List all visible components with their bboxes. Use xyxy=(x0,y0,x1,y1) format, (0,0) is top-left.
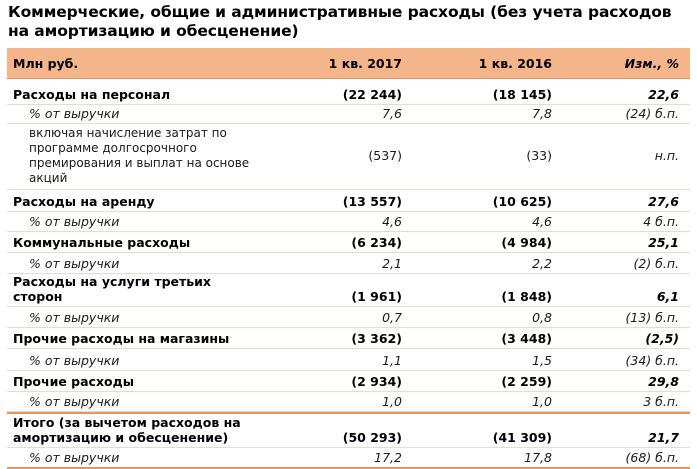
row-value-2016: (4 984) xyxy=(501,235,552,250)
row-value-2016: 0,8 xyxy=(532,310,552,325)
table-row xyxy=(7,349,690,371)
row-label: Прочие расходы xyxy=(13,374,135,389)
table-row-total xyxy=(7,412,690,448)
row-value-2017: 1,0 xyxy=(382,394,402,409)
row-label: % от выручки xyxy=(29,450,120,465)
row-label: % от выручки xyxy=(29,214,120,229)
row-value-2017: (3 362) xyxy=(351,331,402,346)
row-value-2016: (18 145) xyxy=(492,87,552,102)
header-units: Млн руб. xyxy=(13,55,79,71)
row-value-2016: (1 848) xyxy=(501,289,552,304)
row-value-2016: 7,8 xyxy=(532,106,552,121)
row-change: 22,6 xyxy=(648,87,679,102)
row-label: Прочие расходы на магазины xyxy=(13,331,230,346)
table-row xyxy=(7,190,690,212)
expenses-table xyxy=(7,48,690,469)
table-row xyxy=(7,232,690,253)
row-value-2016: (3 448) xyxy=(501,331,552,346)
row-value-2017: (1 961) xyxy=(351,289,402,304)
row-value-2016: (41 309) xyxy=(492,430,552,445)
row-label: % от выручки xyxy=(29,310,120,325)
row-label: включая начисление затрат по программе долгосрочного премирования и выплат на основе акций xyxy=(29,125,250,185)
row-change: 3 б.п. xyxy=(643,394,679,409)
row-value-2016: 17,8 xyxy=(524,450,552,465)
row-value-2017: 2,1 xyxy=(382,256,402,271)
row-value-2017: 1,1 xyxy=(382,353,402,368)
row-change: (34) б.п. xyxy=(625,353,679,368)
row-change: 27,6 xyxy=(648,194,679,209)
row-value-2017: (6 234) xyxy=(351,235,402,250)
row-label: Расходы на персонал xyxy=(13,87,171,102)
row-value-2016: (10 625) xyxy=(492,194,552,209)
row-value-2017: 17,2 xyxy=(374,450,402,465)
row-value-2017: (22 244) xyxy=(342,87,402,102)
row-value-2016: 1,0 xyxy=(532,394,552,409)
row-change: (24) б.п. xyxy=(625,106,679,121)
row-label: Итого (за вычетом расходов на амортизацию и обесценение) xyxy=(13,415,241,445)
table-row xyxy=(7,212,690,232)
row-value-2017: (13 557) xyxy=(342,194,402,209)
table-row xyxy=(7,328,690,349)
table-header xyxy=(7,48,690,79)
table-row xyxy=(7,105,690,124)
row-change: (13) б.п. xyxy=(625,310,679,325)
row-change: (2) б.п. xyxy=(633,256,679,271)
row-change: 25,1 xyxy=(648,235,679,250)
row-value-2016: 2,2 xyxy=(532,256,552,271)
row-label: Коммунальные расходы xyxy=(13,235,191,250)
table-row xyxy=(7,371,690,392)
row-value-2016: 4,6 xyxy=(532,214,552,229)
row-label: Расходы на услуги третьих сторон xyxy=(13,274,211,304)
table-title: Коммерческие, общие и административные расходы (без учета расходов на амортизацию и обесценение) xyxy=(8,3,672,40)
header-q1-2016: 1 кв. 2016 xyxy=(478,55,552,71)
row-label: % от выручки xyxy=(29,353,120,368)
row-value-2017: 0,7 xyxy=(382,310,402,325)
table-row xyxy=(7,392,690,412)
table-row xyxy=(7,79,690,105)
row-label: % от выручки xyxy=(29,106,120,121)
row-change: 4 б.п. xyxy=(643,214,679,229)
header-change: Изм., % xyxy=(624,55,679,71)
table-row xyxy=(7,307,690,328)
header-q1-2017: 1 кв. 2017 xyxy=(328,55,402,71)
row-value-2017: (537) xyxy=(368,148,402,163)
row-value-2016: (2 259) xyxy=(501,374,552,389)
row-value-2016: 1,5 xyxy=(532,353,552,368)
row-value-2017: 4,6 xyxy=(382,214,402,229)
table-row xyxy=(7,448,690,469)
row-value-2017: 7,6 xyxy=(382,106,402,121)
row-change: н.п. xyxy=(654,148,679,163)
row-value-2017: (50 293) xyxy=(342,430,402,445)
row-change: 6,1 xyxy=(656,289,679,304)
table-row xyxy=(7,274,690,307)
row-value-2017: (2 934) xyxy=(351,374,402,389)
table-row xyxy=(7,124,690,190)
row-change: (68) б.п. xyxy=(625,450,679,465)
row-change: 29,8 xyxy=(648,374,679,389)
row-label: Расходы на аренду xyxy=(13,194,155,209)
row-label: % от выручки xyxy=(29,394,120,409)
row-label: % от выручки xyxy=(29,256,120,271)
row-value-2016: (33) xyxy=(526,148,552,163)
row-change: 21,7 xyxy=(648,430,679,445)
row-change: (2,5) xyxy=(645,331,679,346)
table-row xyxy=(7,253,690,274)
